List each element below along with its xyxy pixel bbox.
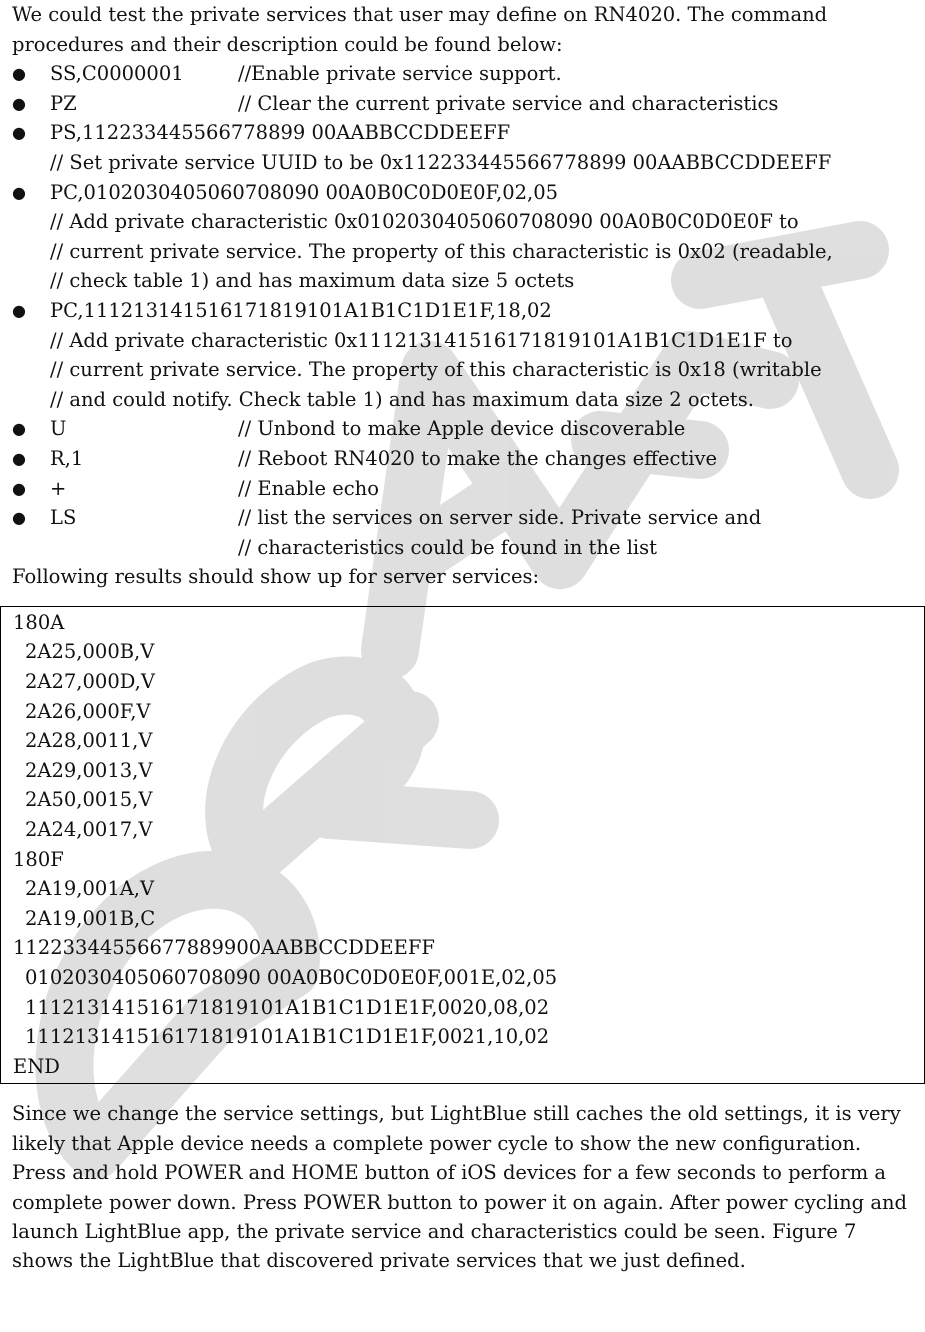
bullet-icon: ● [12,182,26,202]
command-list [12,59,913,562]
bullet-icon: ● [12,478,26,498]
list-item [12,503,913,562]
bullet-icon: ● [12,123,26,143]
output-line: 2A29,0013,V [25,758,153,782]
command-comment: // characteristics could be found in the list [238,535,658,559]
command-comment: // list the services on server side. Private service and [238,506,762,530]
list-item [12,474,913,504]
command-comment: // Reboot RN4020 to make the changes effective [238,446,718,470]
command-comment: // Add private characteristic 0x0102030405060708090 00A0B0C0D0E0F to [50,210,799,234]
command-code: R,1 [50,446,84,470]
output-line: 2A19,001A,V [25,877,155,901]
command-code: PC,111213141516171819101A1B1C1D1E1F,18,02 [50,298,552,322]
output-line: 2A25,000B,V [25,640,155,664]
command-code: U [50,417,67,441]
bullet-icon: ● [12,93,26,113]
command-code: PS,112233445566778899 00AABBCCDDEEFF [50,121,511,145]
command-comment: // Add private characteristic 0x111213141516171819101A1B1C1D1E1F to [50,328,793,352]
output-line: 2A26,000F,V [25,699,151,723]
output-line: END [13,1054,60,1078]
output-line: 180A [13,610,65,634]
command-comment: // Clear the current private service and characteristics [238,91,779,115]
bullet-icon: ● [12,508,26,528]
list-item [12,59,913,89]
intro-paragraph: We could test the private services that user may define on RN4020. The command procedures and their description could be found below: [12,3,828,56]
output-line: 111213141516171819101A1B1C1D1E1F,0020,08,02 [25,995,550,1019]
output-line: 2A24,0017,V [25,818,153,842]
output-line: 2A50,0015,V [25,788,153,812]
list-item [12,118,913,177]
output-line: 180F [13,847,64,871]
command-comment: // Enable echo [238,476,379,500]
bullet-icon: ● [12,64,26,84]
outro-paragraph: Since we change the service settings, but LightBlue still caches the old settings, it is very likely that Apple device needs a complete power cycle to show the new configuration. Press and hold POWER and HOME button of iOS devices for a few seconds to perform a complete power down. Press POWER button to power it on again. After power cycling and launch LightBlue app, the private service and characteristics could be seen. Figure 7 shows the LightBlue that discovered private services that we just defined. [12,1102,908,1273]
command-code: + [50,476,67,500]
command-comment: // current private service. The property of this characteristic is 0x18 (writable [50,358,822,382]
command-comment: // and could notify. Check table 1) and has maximum data size 2 octets. [50,387,754,411]
command-code: LS [50,506,77,530]
command-code: SS,C0000001 [50,62,184,86]
list-item [12,444,913,474]
command-comment: // current private service. The property of this characteristic is 0x02 (readable, [50,239,833,263]
bullet-icon: ● [12,300,26,320]
output-line: 11223344556677889900AABBCCDDEEFF [13,936,435,960]
results-intro: Following results should show up for server services: [12,565,540,589]
list-item [12,178,913,296]
bullet-icon: ● [12,419,26,439]
list-item [12,89,913,119]
command-code: PZ [50,91,77,115]
output-line: 2A27,000D,V [25,670,155,694]
command-comment: //Enable private service support. [238,62,562,86]
command-comment: // Unbond to make Apple device discoverable [238,417,686,441]
output-line: 2A28,0011,V [25,729,153,753]
bullet-icon: ● [12,448,26,468]
list-item [12,414,913,444]
command-comment: // check table 1) and has maximum data size 5 octets [50,269,575,293]
command-comment: // Set private service UUID to be 0x112233445566778899 00AABBCCDDEEFF [50,150,832,174]
output-line: 0102030405060708090 00A0B0C0D0E0F,001E,02,05 [25,966,558,989]
server-output-box [0,606,925,1085]
output-line: 2A19,001B,C [25,906,156,930]
output-line: 111213141516171819101A1B1C1D1E1F,0021,10,02 [25,1025,550,1049]
list-item [12,296,913,414]
command-code: PC,0102030405060708090 00A0B0C0D0E0F,02,05 [50,180,559,204]
